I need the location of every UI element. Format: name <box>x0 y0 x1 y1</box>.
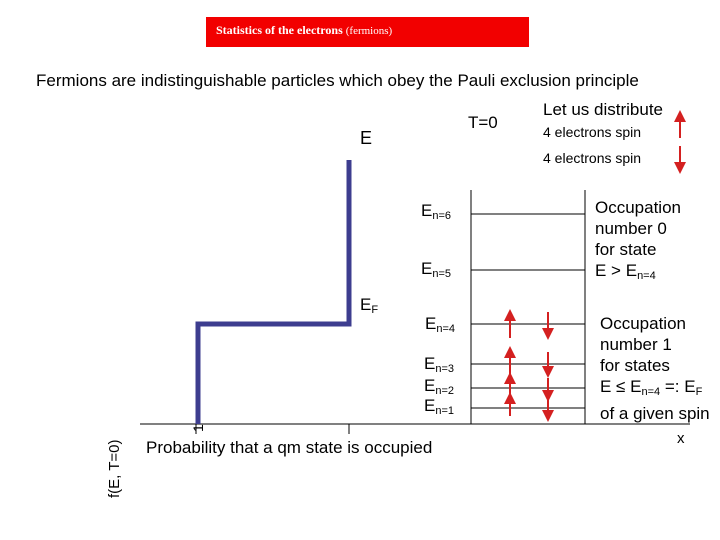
occupation-zero-condition: $E > E_{n=4}$ <box>595 261 656 282</box>
level-label-n4: $E_{n=4}$ <box>425 314 456 335</box>
level-label-n2: $E_{n=2}$ <box>424 376 455 397</box>
value-tick-label: 1 <box>190 424 206 432</box>
occupation-zero-line3: for state <box>595 240 657 259</box>
level-label-n6: $E_{n=6}$ <box>421 201 452 222</box>
level-label-n5: $E_{n=5}$ <box>421 259 452 280</box>
temperature-label: T=0 <box>468 113 498 132</box>
fermi-dirac-step-curve <box>198 160 349 424</box>
spin-down-text: 4 electrons spin <box>543 150 642 166</box>
spin-up-text: 4 electrons spin <box>543 124 642 140</box>
header-title-text: Statistics of the electrons <box>216 23 343 37</box>
energy-axis-label: E <box>360 128 373 148</box>
occupation-one-condition: $E \le E_{n=4}$ =: $E_F$ <box>600 377 703 398</box>
level-label-n3: $E_{n=3}$ <box>424 354 455 375</box>
occupation-one-line5: of a given spin <box>600 404 710 423</box>
occupation-zero-line1: Occupation <box>595 198 681 217</box>
fermi-energy-label: $E_F$ <box>360 295 379 316</box>
probability-caption: Probability that a qm state is occupied <box>146 438 433 457</box>
occupation-zero-line2: number 0 <box>595 219 667 238</box>
occupation-one-line3: for states <box>600 356 670 375</box>
distribute-title: Let us distribute <box>543 100 664 119</box>
x-axis-label: x <box>677 430 685 447</box>
header-subtitle: (fermions) <box>345 25 393 37</box>
occupation-one-line2: number 1 <box>600 335 672 354</box>
y-axis-label: f(E, T=0) <box>106 439 123 498</box>
page-subtitle: Fermions are indistinguishable particles which obey the Pauli exclusion principle <box>36 71 639 90</box>
occupation-one-line1: Occupation <box>600 314 686 333</box>
level-label-n1: $E_{n=1}$ <box>424 396 455 417</box>
